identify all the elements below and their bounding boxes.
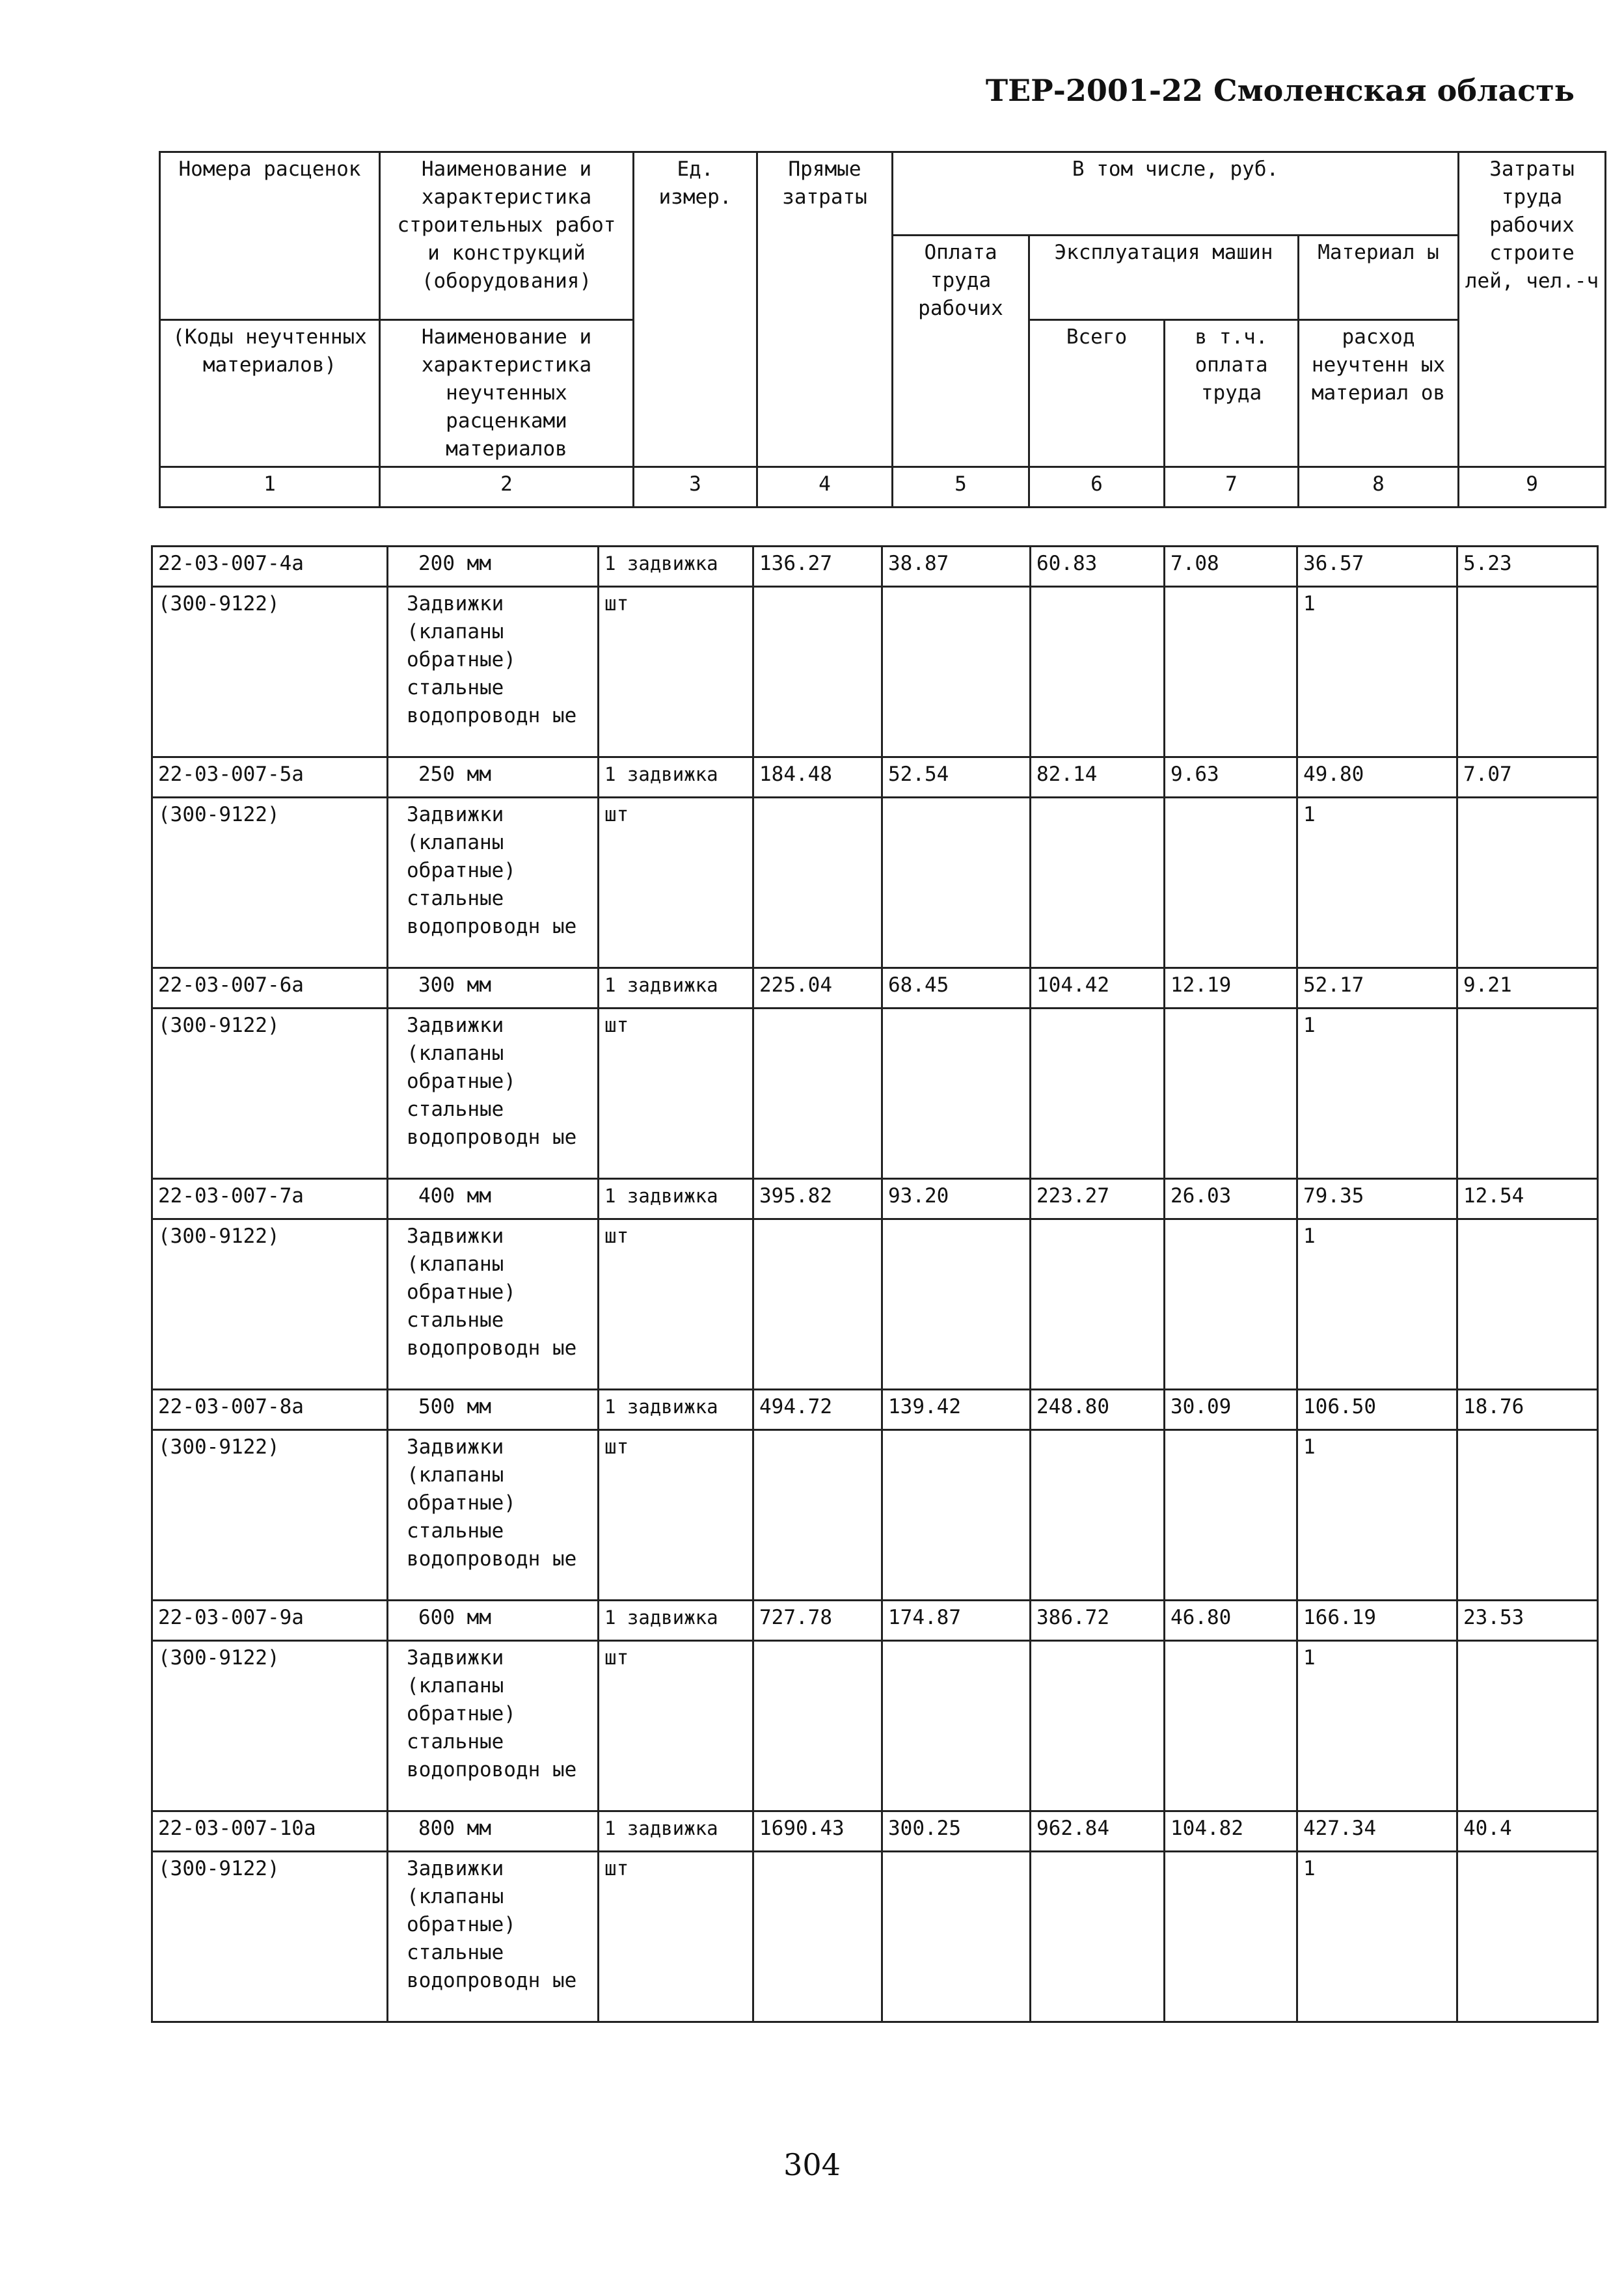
machine-labor-cost: 7.08	[1165, 547, 1297, 587]
machine-cost: 223.27	[1031, 1179, 1165, 1219]
material-unit: шт	[599, 1641, 753, 1811]
empty-cell	[1165, 798, 1297, 968]
material-name: Задвижки (клапаны обратные) стальные водопроводн ые	[388, 587, 599, 757]
material-code: (300-9122)	[152, 1219, 388, 1390]
work-name: 300 мм	[388, 968, 599, 1009]
material-quantity: 1	[1297, 798, 1457, 968]
machine-cost: 104.42	[1031, 968, 1165, 1009]
rate-code: 22-03-007-4а	[152, 547, 388, 587]
material-row	[152, 798, 1598, 968]
header-col6-group: Эксплуатация машин	[1029, 236, 1299, 320]
header-col9: Затраты труда рабочих строите лей, чел.-ч	[1459, 152, 1606, 467]
header-col7: в т.ч. оплата труда	[1165, 320, 1299, 467]
labor-cost: 52.54	[882, 757, 1031, 798]
header-number: 3	[634, 467, 757, 508]
material-unit: шт	[599, 1852, 753, 2022]
labor-hours: 5.23	[1457, 547, 1598, 587]
materials-cost: 79.35	[1297, 1179, 1457, 1219]
header-col4: Прямые затраты	[757, 152, 893, 467]
work-name: 200 мм	[388, 547, 599, 587]
machine-cost: 60.83	[1031, 547, 1165, 587]
material-row	[152, 1009, 1598, 1179]
header-col5: Оплата труда рабочих	[893, 236, 1029, 467]
header-number: 8	[1299, 467, 1459, 508]
page-title: ТЕР-2001-22 Смоленская область	[985, 73, 1575, 108]
table-row	[152, 1601, 1598, 1641]
unit-cell: 1 задвижка	[599, 1179, 753, 1219]
material-code: (300-9122)	[152, 1009, 388, 1179]
empty-cell	[882, 1009, 1031, 1179]
header-col3: Ед. измер.	[634, 152, 757, 467]
unit-cell: 1 задвижка	[599, 1390, 753, 1430]
machine-cost: 386.72	[1031, 1601, 1165, 1641]
machine-labor-cost: 12.19	[1165, 968, 1297, 1009]
unit-cell: 1 задвижка	[599, 757, 753, 798]
material-name: Задвижки (клапаны обратные) стальные водопроводн ые	[388, 1009, 599, 1179]
empty-cell	[753, 1430, 882, 1601]
empty-cell	[753, 1219, 882, 1390]
header-col8-top: Материал ы	[1299, 236, 1459, 320]
direct-cost: 1690.43	[753, 1811, 882, 1852]
empty-cell	[882, 1430, 1031, 1601]
materials-cost: 52.17	[1297, 968, 1457, 1009]
materials-cost: 427.34	[1297, 1811, 1457, 1852]
empty-cell	[1165, 1219, 1297, 1390]
empty-cell	[753, 1009, 882, 1179]
header-number: 1	[160, 467, 380, 508]
empty-cell	[1031, 798, 1165, 968]
machine-labor-cost: 104.82	[1165, 1811, 1297, 1852]
rate-code: 22-03-007-8а	[152, 1390, 388, 1430]
material-unit: шт	[599, 1219, 753, 1390]
material-row	[152, 1641, 1598, 1811]
table-row	[152, 1179, 1598, 1219]
direct-cost: 395.82	[753, 1179, 882, 1219]
empty-cell	[1031, 1430, 1165, 1601]
labor-hours: 23.53	[1457, 1601, 1598, 1641]
labor-cost: 300.25	[882, 1811, 1031, 1852]
header-col2-top: Наименование и характеристика строительных работ и конструкций (оборудования)	[380, 152, 634, 320]
empty-cell	[882, 1852, 1031, 2022]
header-number: 6	[1029, 467, 1165, 508]
unit-cell: 1 задвижка	[599, 968, 753, 1009]
materials-cost: 49.80	[1297, 757, 1457, 798]
rate-code: 22-03-007-10а	[152, 1811, 388, 1852]
unit-cell: 1 задвижка	[599, 1601, 753, 1641]
machine-cost: 248.80	[1031, 1390, 1165, 1430]
direct-cost: 136.27	[753, 547, 882, 587]
labor-cost: 93.20	[882, 1179, 1031, 1219]
table-row	[152, 1811, 1598, 1852]
header-number: 4	[757, 467, 893, 508]
material-row	[152, 1430, 1598, 1601]
empty-cell	[1457, 1430, 1598, 1601]
labor-hours: 9.21	[1457, 968, 1598, 1009]
labor-cost: 38.87	[882, 547, 1031, 587]
material-quantity: 1	[1297, 1430, 1457, 1601]
material-name: Задвижки (клапаны обратные) стальные водопроводн ые	[388, 1219, 599, 1390]
material-code: (300-9122)	[152, 587, 388, 757]
empty-cell	[1457, 1852, 1598, 2022]
empty-cell	[1457, 1641, 1598, 1811]
empty-cell	[1165, 1641, 1297, 1811]
table-row	[152, 547, 1598, 587]
empty-cell	[1031, 1641, 1165, 1811]
rates-table	[151, 545, 1599, 2023]
table-row	[152, 1390, 1598, 1430]
empty-cell	[753, 798, 882, 968]
labor-cost: 68.45	[882, 968, 1031, 1009]
material-row	[152, 1852, 1598, 2022]
material-row	[152, 1219, 1598, 1390]
header-col6: Всего	[1029, 320, 1165, 467]
empty-cell	[1457, 1009, 1598, 1179]
unit-cell: 1 задвижка	[599, 1811, 753, 1852]
labor-cost: 174.87	[882, 1601, 1031, 1641]
empty-cell	[753, 587, 882, 757]
header-number: 2	[380, 467, 634, 508]
empty-cell	[753, 1852, 882, 2022]
direct-cost: 727.78	[753, 1601, 882, 1641]
material-quantity: 1	[1297, 1219, 1457, 1390]
materials-cost: 36.57	[1297, 547, 1457, 587]
unit-cell: 1 задвижка	[599, 547, 753, 587]
machine-labor-cost: 26.03	[1165, 1179, 1297, 1219]
direct-cost: 225.04	[753, 968, 882, 1009]
material-name: Задвижки (клапаны обратные) стальные водопроводн ые	[388, 1852, 599, 2022]
material-unit: шт	[599, 1430, 753, 1601]
labor-hours: 40.4	[1457, 1811, 1598, 1852]
page-number: 304	[783, 2147, 841, 2182]
header-group: В том числе, руб.	[893, 152, 1459, 236]
work-name: 600 мм	[388, 1601, 599, 1641]
material-code: (300-9122)	[152, 1641, 388, 1811]
labor-hours: 18.76	[1457, 1390, 1598, 1430]
material-name: Задвижки (клапаны обратные) стальные водопроводн ые	[388, 1641, 599, 1811]
empty-cell	[882, 1641, 1031, 1811]
work-name: 800 мм	[388, 1811, 599, 1852]
labor-cost: 139.42	[882, 1390, 1031, 1430]
header-number: 5	[893, 467, 1029, 508]
empty-cell	[1031, 1009, 1165, 1179]
material-unit: шт	[599, 1009, 753, 1179]
rate-code: 22-03-007-7а	[152, 1179, 388, 1219]
material-name: Задвижки (клапаны обратные) стальные водопроводн ые	[388, 1430, 599, 1601]
labor-hours: 7.07	[1457, 757, 1598, 798]
work-name: 250 мм	[388, 757, 599, 798]
material-name: Задвижки (клапаны обратные) стальные водопроводн ые	[388, 798, 599, 968]
empty-cell	[1165, 587, 1297, 757]
machine-cost: 962.84	[1031, 1811, 1165, 1852]
table-row	[152, 968, 1598, 1009]
material-unit: шт	[599, 798, 753, 968]
rate-code: 22-03-007-6а	[152, 968, 388, 1009]
work-name: 500 мм	[388, 1390, 599, 1430]
machine-labor-cost: 30.09	[1165, 1390, 1297, 1430]
rate-code: 22-03-007-5а	[152, 757, 388, 798]
rate-code: 22-03-007-9а	[152, 1601, 388, 1641]
empty-cell	[882, 798, 1031, 968]
material-code: (300-9122)	[152, 1852, 388, 2022]
direct-cost: 184.48	[753, 757, 882, 798]
material-quantity: 1	[1297, 1009, 1457, 1179]
empty-cell	[1165, 1430, 1297, 1601]
machine-cost: 82.14	[1031, 757, 1165, 798]
empty-cell	[1457, 798, 1598, 968]
empty-cell	[1457, 1219, 1598, 1390]
machine-labor-cost: 9.63	[1165, 757, 1297, 798]
header-col1-bottom: (Коды неучтенных материалов)	[160, 320, 380, 467]
material-quantity: 1	[1297, 587, 1457, 757]
header-col1-top: Номера расценок	[160, 152, 380, 320]
header-table	[159, 151, 1606, 508]
empty-cell	[753, 1641, 882, 1811]
empty-cell	[1031, 587, 1165, 757]
material-quantity: 1	[1297, 1852, 1457, 2022]
work-name: 400 мм	[388, 1179, 599, 1219]
header-col2-bottom: Наименование и характеристика неучтенных расценками материалов	[380, 320, 634, 467]
empty-cell	[1031, 1852, 1165, 2022]
labor-hours: 12.54	[1457, 1179, 1598, 1219]
table-row	[152, 757, 1598, 798]
material-code: (300-9122)	[152, 798, 388, 968]
empty-cell	[882, 587, 1031, 757]
machine-labor-cost: 46.80	[1165, 1601, 1297, 1641]
empty-cell	[882, 1219, 1031, 1390]
material-quantity: 1	[1297, 1641, 1457, 1811]
header-col8-bottom: расход неучтенн ых материал ов	[1299, 320, 1459, 467]
material-unit: шт	[599, 587, 753, 757]
materials-cost: 166.19	[1297, 1601, 1457, 1641]
direct-cost: 494.72	[753, 1390, 882, 1430]
header-number: 9	[1459, 467, 1606, 508]
empty-cell	[1165, 1009, 1297, 1179]
empty-cell	[1457, 587, 1598, 757]
header-number: 7	[1165, 467, 1299, 508]
materials-cost: 106.50	[1297, 1390, 1457, 1430]
material-row	[152, 587, 1598, 757]
material-code: (300-9122)	[152, 1430, 388, 1601]
empty-cell	[1165, 1852, 1297, 2022]
empty-cell	[1031, 1219, 1165, 1390]
